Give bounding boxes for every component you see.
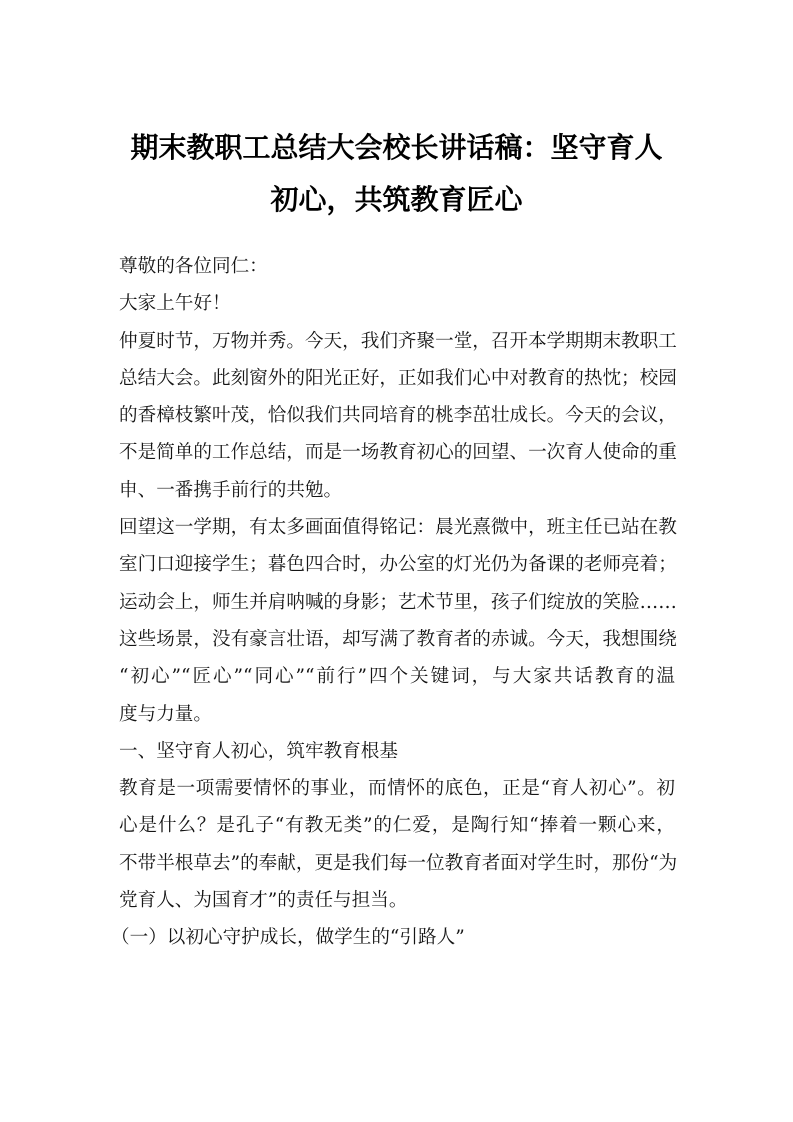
text-line: 不是简单的工作总结，而是一场教育初心的回望、一次育人使命的重 <box>119 442 677 464</box>
text-line: 教育是一项需要情怀的事业，而情怀的底色，正是“育人初心”。初 <box>119 778 675 800</box>
document-title <box>100 122 693 226</box>
text-line: 这些场景，没有豪言壮语，却写满了教育者的赤诚。今天，我想围绕 <box>119 628 677 650</box>
text-line: 不带半根草去”的奉献，更是我们每一位教育者面对学生时，那份“为 <box>119 852 678 874</box>
paragraph-initial-heart <box>119 770 678 919</box>
text-line: 度与力量。 <box>119 703 212 725</box>
section-heading-1 <box>119 733 675 770</box>
title-line-2: 初心，共筑教育匠心 <box>270 183 523 216</box>
text-line: 仲夏时节，万物并秀。今天，我们齐聚一堂，召开本学期期末教职工 <box>119 330 677 352</box>
text-line: 运动会上，师生并肩呐喊的身影；艺术节里，孩子们绽放的笑脸…… <box>119 591 677 613</box>
title-line-1: 期末教职工总结大会校长讲话稿：坚守育人 <box>130 131 663 164</box>
text-line: 心是什么？是孔子“有教无类”的仁爱，是陶行知“捧着一颗心来， <box>119 815 675 837</box>
heading-text: 一、坚守育人初心，筑牢教育根基 <box>119 740 398 762</box>
text-line: 的香樟枝繁叶茂，恰似我们共同培育的桃李茁壮成长。今天的会议， <box>119 405 677 427</box>
paragraph-review <box>119 509 675 733</box>
text-line: 尊敬的各位同仁： <box>119 256 268 277</box>
text-line: 党育人、为国育才”的责任与担当。 <box>119 890 408 912</box>
text-line: 总结大会。此刻窗外的阳光正好，正如我们心中对教育的热忱；校园 <box>119 367 677 389</box>
text-line: 大家上午好！ <box>119 293 231 315</box>
paragraph-opening <box>119 323 675 509</box>
subsection-heading-1 <box>111 919 675 956</box>
greeting <box>119 285 675 322</box>
text-line: 回望这一学期，有太多画面值得铭记：晨光熹微中，班主任已站在教 <box>119 517 677 539</box>
text-line: 室门口迎接学生；暮色四合时，办公室的灯光仍为备课的老师亮着； <box>119 554 677 576</box>
document-body <box>111 248 678 957</box>
subheading-text: （一）以初心守护成长，做学生的“引路人” <box>111 927 465 949</box>
text-line: 申、一番携手前行的共勉。 <box>119 479 343 501</box>
salutation <box>119 248 675 285</box>
text-line: “初心”“匠心”“同心”“前行”四个关键词，与大家共话教育的温 <box>119 666 675 688</box>
